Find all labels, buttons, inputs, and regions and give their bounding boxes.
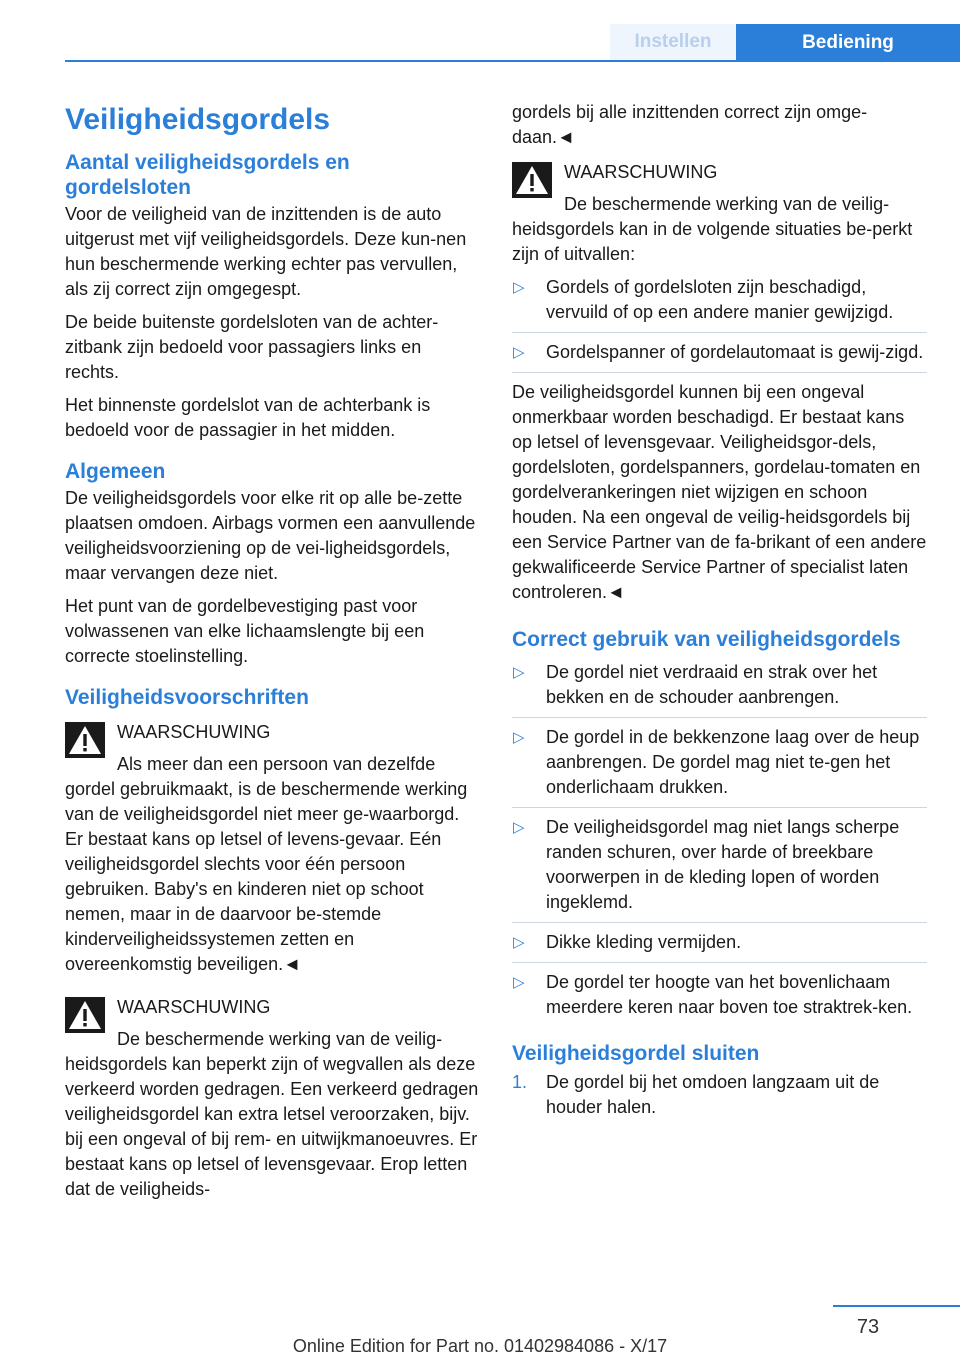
list-item-text: De gordel ter hoogte van het bovenlichaam meerdere keren naar boven toe straktrek-ken.	[546, 972, 913, 1017]
numbered-list	[512, 1070, 927, 1120]
triangle-bullet-icon: ▷	[513, 974, 525, 991]
warning-text: Als meer dan een persoon van dezelfde gordel gebruikmaakt, is de beschermende werking van de veiligheidsgordel niet meer ge-waarborgd. Er bestaat kans op letsel of levens-gevaar. Eén veiligheidsgordel slechts voor één persoon gebruiken. Baby's en kinderen niet op schoot nemen, maar in de daarvoor be-stemde kinderveiligheidssystemen zetten en overeenkomstig beveiligen.◄	[65, 754, 468, 974]
list-item	[512, 725, 927, 808]
triangle-bullet-icon: ▷	[513, 279, 525, 296]
list-item	[512, 815, 927, 923]
paragraph: Voor de veiligheid van de inzittenden is de auto uitgerust met vijf veiligheidsgordels. Deze kun-nen hun beschermende werking echter pas vervullen, als zij correct zijn omgegespt.	[65, 204, 467, 299]
list-item	[512, 930, 927, 963]
heading-aantal: Aantal veiligheidsgordels en gordelsloten	[65, 151, 350, 199]
list-item-text: De veiligheidsgordel mag niet langs scherpe randen schuren, over harde of breekbare voorwerpen in de kleding lopen of worden ingeklemd.	[546, 817, 900, 912]
list-item	[512, 340, 927, 373]
warning-icon	[512, 162, 552, 198]
list-item-text: De gordel bij het omdoen langzaam uit de houder halen.	[546, 1072, 880, 1117]
left-column	[65, 100, 480, 1220]
warning-title: WAARSCHUWING	[117, 997, 271, 1017]
page-number-rule	[833, 1305, 960, 1307]
tab-bediening[interactable]: Bediening	[736, 24, 960, 62]
warning-block	[65, 720, 480, 977]
bullet-list	[512, 660, 927, 1027]
step-number: 1.	[512, 1072, 528, 1092]
paragraph: Het binnenste gordelslot van de achterbank is bedoeld voor de passagier in het midden.	[65, 395, 431, 440]
triangle-bullet-icon: ▷	[513, 344, 525, 361]
list-item-text: Gordels of gordelsloten zijn beschadigd, vervuild of op een andere manier gewijzigd.	[546, 277, 894, 322]
heading-algemeen: Algemeen	[65, 460, 166, 483]
list-item	[512, 275, 927, 333]
right-column	[512, 100, 927, 1126]
warning-icon	[65, 722, 105, 758]
warning-icon	[65, 997, 105, 1033]
list-item	[512, 970, 927, 1027]
warning-title: WAARSCHUWING	[564, 162, 718, 182]
triangle-bullet-icon: ▷	[513, 664, 525, 681]
list-item-text: Dikke kleding vermijden.	[546, 932, 742, 952]
warning-title: WAARSCHUWING	[117, 722, 271, 742]
bullet-list	[512, 275, 927, 373]
paragraph: De veiligheidsgordels voor elke rit op alle be-zette plaatsen omdoen. Airbags vormen een aanvullende veiligheidsvoorziening op de vei-ligheidsgordels, maar vervangen deze niet.	[65, 488, 476, 583]
list-item-text: Gordelspanner of gordelautomaat is gewij-zigd.	[546, 342, 924, 362]
header-rule	[65, 60, 960, 62]
footer-edition: Online Edition for Part no. 01402984086 - X/17	[292, 1336, 668, 1356]
list-item-text: De gordel in de bekkenzone laag over de heup aanbrengen. De gordel mag niet te-gen het onderlichaam drukken.	[546, 727, 920, 797]
paragraph: gordels bij alle inzittenden correct zijn omge-daan.◄	[512, 102, 868, 147]
heading-veiligheidsvoorschriften: Veiligheidsvoorschriften	[65, 686, 309, 709]
heading-correct-gebruik: Correct gebruik van veiligheidsgordels	[512, 628, 901, 651]
page-title: Veiligheidsgordels	[65, 103, 331, 136]
list-item-text: De gordel niet verdraaid en strak over het bekken en de schouder aanbrengen.	[546, 662, 878, 707]
tab-instellen[interactable]: Instellen	[610, 24, 736, 60]
warning-text: De beschermende werking van de veilig-heidsgordels kan beperkt zijn of wegvallen als deze verkeerd worden gedragen. Een verkeerd gedragen veiligheidsgordel kan extra letsel veroorzaken, bijv. bij een ongeval of bij rem- en uitwijkmanoeuvres. Er bestaat kans op letsel of levensgevaar. Erop letten dat de veiligheids-	[65, 1029, 479, 1199]
list-item	[512, 1070, 927, 1120]
triangle-bullet-icon: ▷	[513, 819, 525, 836]
page-number: 73	[856, 1316, 880, 1338]
triangle-bullet-icon: ▷	[513, 729, 525, 746]
paragraph: Het punt van de gordelbevestiging past voor volwassenen van elke lichaamslengte bij een correcte stoelinstelling.	[65, 596, 425, 666]
warning-text: De beschermende werking van de veilig-heidsgordels kan in de volgende situaties be-perkt zijn of uitvallen:	[512, 194, 913, 264]
warning-block	[512, 160, 927, 267]
warning-block	[65, 995, 480, 1202]
paragraph: De beide buitenste gordelsloten van de achter-zitbank zijn bedoeld voor passagiers links en rechts.	[65, 312, 439, 382]
list-item	[512, 660, 927, 718]
heading-sluiten: Veiligheidsgordel sluiten	[512, 1042, 760, 1065]
paragraph: De veiligheidsgordel kunnen bij een ongeval onmerkbaar worden beschadigd. Er bestaat kans op letsel of levensgevaar. Veiligheidsgor-dels, gordelsloten, gordelspanners, gordelau-tomaten en gordelverankeringen niet wijzigen en schoon houden. Na een ongeval de veilig-heidsgordels bij een Service Partner van de fa-brikant of een andere gekwalificeerde Service Partner of specialist laten controleren.◄	[512, 382, 927, 602]
triangle-bullet-icon: ▷	[513, 934, 525, 951]
